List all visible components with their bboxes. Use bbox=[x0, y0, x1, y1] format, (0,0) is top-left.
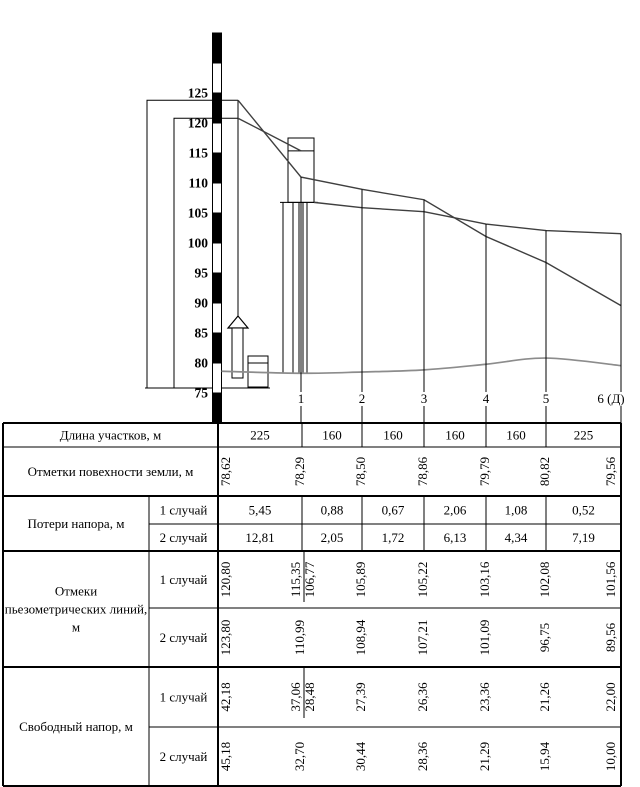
table-cell-value: 115,35 bbox=[287, 561, 303, 598]
table-cell-value: 108,94 bbox=[352, 619, 368, 656]
table-cell-value: 107,21 bbox=[414, 619, 430, 656]
scale-bar-segment bbox=[213, 183, 222, 213]
table-cell-value: 12,81 bbox=[245, 530, 275, 545]
table-cell-value: 110,99 bbox=[291, 619, 307, 656]
case-label: 2 случай bbox=[159, 530, 208, 545]
table-cell-value: 5,45 bbox=[248, 502, 272, 518]
table-cell-value: 10,00 bbox=[602, 741, 618, 772]
case-label: 1 случай bbox=[159, 689, 208, 705]
scale-bar-segment bbox=[213, 123, 222, 153]
table-cell-value: 30,44 bbox=[352, 741, 368, 772]
table-cell-value: 37,06 bbox=[287, 682, 303, 712]
table-cell-value: 28,36 bbox=[414, 741, 430, 772]
ground-line-path bbox=[222, 358, 622, 373]
table-cell-value: 225 bbox=[250, 427, 270, 443]
table-cell-value: 45,18 bbox=[217, 741, 233, 772]
table-cell-value: 225 bbox=[573, 427, 594, 443]
node-gridlines-and-labels bbox=[293, 177, 632, 423]
table-cell-value: 105,22 bbox=[414, 561, 430, 598]
table-cell-value: 4,34 bbox=[504, 530, 528, 545]
table-cell-value: 32,70 bbox=[291, 741, 307, 772]
node-axis-label: 6 (Д) bbox=[597, 391, 625, 406]
table-cell-value: 1,08 bbox=[504, 502, 528, 518]
table-cell-value: 0,52 bbox=[572, 502, 595, 518]
table-cell-value: 102,08 bbox=[536, 561, 552, 598]
scale-bar-segment bbox=[213, 93, 222, 123]
table-text bbox=[5, 428, 618, 772]
elevation-tick-label: 90 bbox=[194, 295, 208, 311]
table-cell-value: 80,82 bbox=[536, 456, 552, 487]
case-label: 1 случай bbox=[159, 572, 208, 587]
elevation-tick-label: 85 bbox=[194, 325, 208, 341]
table-cell-value: 120,80 bbox=[217, 561, 233, 598]
row-group-label: м bbox=[71, 619, 81, 635]
row-group-label: Свободный напор, м bbox=[19, 719, 133, 734]
elevation-tick-label: 120 bbox=[187, 115, 208, 131]
structures bbox=[145, 33, 318, 423]
scale-bar-segment bbox=[213, 273, 222, 303]
results-table bbox=[3, 423, 621, 786]
table-cell-value: 28,48 bbox=[301, 682, 317, 712]
table-cell-value: 26,36 bbox=[414, 682, 430, 712]
scale-bar-segment bbox=[213, 363, 222, 393]
table-cell-value: 2,06 bbox=[443, 502, 467, 518]
row-group-label: Отмеки bbox=[54, 583, 98, 599]
piezometric-lines bbox=[238, 100, 621, 305]
scale-bar-segment bbox=[213, 243, 222, 273]
elevation-tick-label: 110 bbox=[188, 175, 208, 191]
table-cell-value: 21,26 bbox=[536, 682, 552, 712]
pump-tower-body bbox=[232, 328, 243, 378]
case-label: 2 случай bbox=[159, 630, 208, 645]
table-cell-value: 106,77 bbox=[301, 561, 317, 598]
table-cell-value: 89,56 bbox=[602, 622, 618, 653]
table-cell-value: 79,56 bbox=[602, 456, 618, 487]
scale-bar-segment bbox=[213, 213, 222, 243]
elevation-tick-label: 105 bbox=[187, 205, 208, 221]
scale-bar-segment bbox=[213, 393, 222, 423]
table-cell-value: 2,05 bbox=[320, 530, 344, 545]
row-group-label: пьезометрических линий, bbox=[4, 601, 148, 617]
elevation-scale bbox=[188, 86, 209, 401]
case-label: 1 случай bbox=[159, 502, 208, 518]
row-label: Отметки повехности земли, м bbox=[27, 464, 194, 479]
table-cell-value: 160 bbox=[506, 427, 526, 443]
table-cell-value: 105,89 bbox=[352, 561, 368, 598]
ground-surface-line bbox=[222, 358, 622, 373]
table-cell-value: 22,00 bbox=[602, 682, 618, 712]
scale-bar-segment bbox=[213, 303, 222, 333]
scale-bar-segment bbox=[213, 63, 222, 93]
scale-bar-segment bbox=[213, 333, 222, 363]
table-cell-value: 27,39 bbox=[352, 682, 368, 712]
node-axis-label: 1 bbox=[297, 391, 305, 406]
table-cell-value: 21,29 bbox=[476, 741, 492, 772]
table-cell-value: 78,86 bbox=[414, 456, 430, 487]
piezometric-line-case1-inlet bbox=[238, 118, 301, 151]
elevation-tick-label: 115 bbox=[188, 145, 208, 161]
node-axis-label: 5 bbox=[542, 391, 550, 406]
table-cell-value: 79,79 bbox=[476, 456, 492, 487]
table-cell-value: 6,13 bbox=[443, 530, 467, 545]
table-cell-value: 160 bbox=[322, 427, 342, 443]
table-cell-value: 78,62 bbox=[217, 456, 233, 487]
row-group-label: Потери напора, м bbox=[27, 516, 125, 531]
table-cell-value: 160 bbox=[383, 427, 403, 443]
table-cell-value: 101,56 bbox=[602, 561, 618, 598]
pump-tower-cap-icon bbox=[228, 316, 248, 328]
scale-bar-segment bbox=[213, 33, 222, 63]
case-label: 2 случай bbox=[159, 749, 208, 764]
table-cell-value: 23,36 bbox=[476, 682, 492, 712]
node-axis-label: 2 bbox=[358, 391, 366, 406]
table-cell-value: 96,75 bbox=[536, 622, 552, 653]
table-cell-value: 0,88 bbox=[320, 502, 344, 518]
table-cell-value: 123,80 bbox=[217, 619, 233, 656]
table-cell-value: 7,19 bbox=[572, 530, 595, 545]
table-cell-value: 101,09 bbox=[476, 619, 492, 656]
elevation-tick-label: 75 bbox=[194, 385, 208, 401]
table-cell-value: 1,72 bbox=[381, 530, 405, 545]
table-cell-value: 78,50 bbox=[352, 456, 368, 487]
piezometric-line-case1 bbox=[314, 202, 621, 233]
node-axis-label: 3 bbox=[420, 391, 428, 406]
elevation-tick-label: 125 bbox=[187, 85, 208, 101]
elevation-tick-label: 80 bbox=[194, 355, 208, 371]
table-cell-value: 42,18 bbox=[217, 682, 233, 712]
elevation-tick-label: 95 bbox=[194, 265, 208, 281]
table-cell-value: 103,16 bbox=[476, 561, 492, 598]
elevation-scale-bar bbox=[213, 33, 222, 423]
table-cell-value: 15,94 bbox=[536, 741, 552, 772]
table-cell-value: 160 bbox=[445, 427, 465, 443]
node-axis-label: 4 bbox=[482, 391, 490, 406]
piezometric-line-case2 bbox=[238, 100, 621, 305]
scale-bar-segment bbox=[213, 153, 222, 183]
table-cell-value: 0,67 bbox=[381, 502, 405, 518]
elevation-tick-label: 100 bbox=[187, 235, 208, 251]
row-label: Длина участков, м bbox=[59, 427, 162, 443]
table-cell-value: 78,29 bbox=[291, 456, 307, 487]
